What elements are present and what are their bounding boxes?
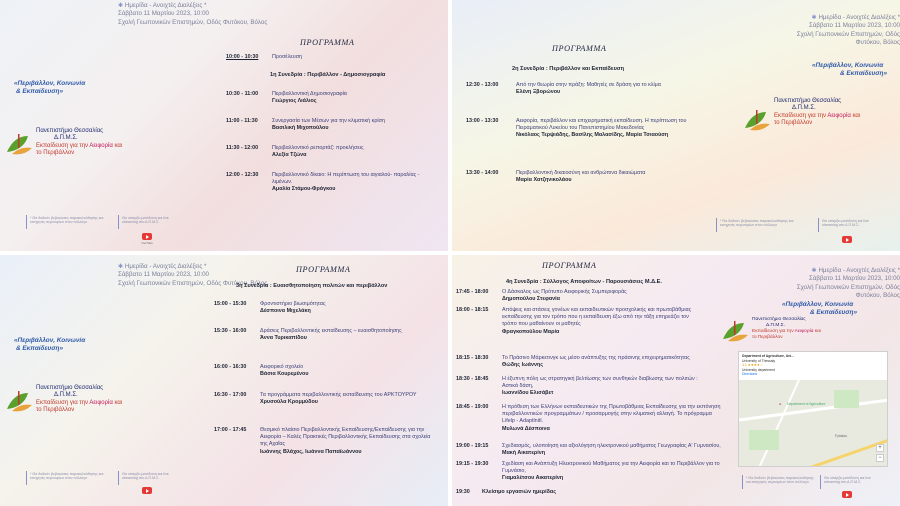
session-heading: 4η Συνεδρία : Σύλλογος Αποφοίτων - Παρουσιάσεις Μ.Δ.Ε. xyxy=(506,279,662,285)
university-block: Πανεπιστήμιο Θεσσαλίας Δ.Π.Μ.Σ. Εκπαίδευση για την Αειφορία και το Περιβάλλον xyxy=(36,128,123,157)
youtube-icon[interactable] xyxy=(842,236,852,243)
program-title: ΠΡΟΓΡΑΜΜΑ xyxy=(552,44,607,53)
youtube-icon[interactable] xyxy=(142,487,152,494)
header-line1: Ημερίδα - Ανοιχτές Διαλέξεις * xyxy=(124,2,207,9)
session-heading: 3η Συνεδρία : Ευαισθητοποίηση πολιτών και περιβάλλον xyxy=(236,283,388,289)
zoom-out-button[interactable]: − xyxy=(876,454,884,462)
program-panel-2: ✱ Ημερίδα - Ανοιχτές Διαλέξεις * Σάββατο 11 Μαρτίου 2023, 10:00 Σχολή Γεωπονικών Επιστημών, Οδός Φυτόκου, Βόλος ΠΡΟΓΡΑΜΜΑ 2η Συνεδρία : Περιβάλλον και Εκπαίδευση «Περιβάλλον, Κοινωνία & Εκπαίδευση» Πανεπιστήμιο Θεσσαλίας Δ.Π.Μ.Σ. Εκπαίδευση για την Αειφορία και το Περιβάλλον 12:30 - 13:00 Από την θεωρία στην πράξη: Μαθητές σε δράση για το κλίμα Ελένη Ξβορώνου 13:00 - 13:30 Αειφορία, περιβάλλον και επιχειρηματική εκπαίδευση. Η περίπτωση του Πειραματικού Λυκείου του Πανεπιστημίου Μακεδονίας Νικόλαος Τερψιάδης, Βασίλης Μαλασίδης, Μαρία Τσιαούση 13:30 - 14:00 Περιβαλλοντική δικαιοσύνη και ανθρώπινα δικαιώματα Μαρία Χατζηνικολάου * Θα δοθούν βεβαιώσεις παρακολούθησης και εισηγητές σεμιναρίων στον σύλλογο Θα υπάρξει μετάδοση και live streaming στο Δ.Π.Μ.Σ. xyxy=(452,0,900,251)
program-title: ΠΡΟΓΡΑΜΜΑ xyxy=(296,265,351,274)
university-block: Πανεπιστήμιο Θεσσαλίας Δ.Π.Μ.Σ. Εκπαίδευση για την Αειφορία και το Περιβάλλον xyxy=(36,385,123,414)
leaf-logo-icon xyxy=(4,132,34,158)
university-block: Πανεπιστήμιο Θεσσαλίας Δ.Π.Μ.Σ. Εκπαίδευση για την Αειφορία και το Περιβάλλον xyxy=(752,317,821,340)
leaf-logo-icon xyxy=(4,389,34,415)
map-pin-icon[interactable]: ● xyxy=(779,402,782,406)
event-header: ✱ Ημερίδα - Ανοιχτές Διαλέξεις * Σάββατο 11 Μαρτίου 2023, 10:00 Σχολή Γεωπονικών Επιστημών, Οδός Φυτόκου, Βόλος xyxy=(796,267,900,300)
youtube-icon[interactable] xyxy=(842,491,852,498)
map-place-card: Department of Agriculture, Uni... University of Thessaly 4.1 ★★★★☆ University department Directions xyxy=(739,352,887,380)
program-panel-4: ΠΡΟΓΡΑΜΜΑ ✱ Ημερίδα - Ανοιχτές Διαλέξεις * Σάββατο 11 Μαρτίου 2023, 10:00 Σχολή Γεωπονικών Επιστημών, Οδός Φυτόκου, Βόλος 4η Συνεδρία : Σύλλογος Αποφοίτων - Παρουσιάσεις Μ.Δ.Ε. «Περιβάλλον, Κοινωνία & Εκπαίδευση» Πανεπιστήμιο Θεσσαλίας Δ.Π.Μ.Σ. Εκπαίδευση για την Αειφορία και το Περιβάλλον Department of Agriculture, Uni... University of Thessaly 4.1 ★★★★☆ University department Directions ● Department of Agriculture Fytokou + − 17:45 - 18:00 Ο Δάσκαλος ως Πρότυπο Αειφορικής Συμπεριφοράς Δημοπούλου Στεφανία 18:00 - 18:15 Απόψεις και στάσεις γονέων και εκπαιδευτικών προσχολικής και πρωτοβάθμιας εκπαίδευσης για τον τρόπο που η εκπαίδευση έξω από την τάξη επηρεάζει τον τρόπο που μαθαίνουν οι μαθητές Φραγκοπούλου Μαρία 18:15 - 18:30 Το Πράσινο Μάρκετινγκ ως μέσο ανάπτυξης της πράσινης επιχειρηματικότητας Θώδης Ιωάννης 18:30 - 18:45 Η έξυπνη πόλη ως στρατηγική βελτίωσης των συνθηκών διαβίωσης των πολιτών : Αστικά δάση, Ιωαννίδου Ελισάβετ 18:45 - 19:00 Η πρόθεση των Ελλήνων εκπαιδευτικών της Πρωτοβάθμιας Εκπαίδευσης για την εκπόνηση περιβαλλοντικών προγραμμάτων / προσαρμογής στην κλιματική αλλαγή. Το πρόγραμμα Lifelp - Adaptlnitl. Μυλωνά Δέσποινα 19:00 - 19:15 Σχεδιασμός, υλοποίηση και αξιολόγηση ηλεκτρονικού μαθήματος Γεωγραφίας Α' Γυμνασίου, Μακή Αικατερίνη 19:15 - 19:30 Σχεδίαση και Ανάπτυξη Ηλεκτρονικού Μαθήματος για την Αειφορία και το Περιβάλλον για το Γυμνάσιο, Γιαμαλέτσου Αικατερίνη 19:30 Κλείσιμο εργασιών ημερίδας * Θα δοθούν βεβαιώσεις παρακολούθησης και εισηγητές σεμιναρίων στον σύλλογο Θα υπάρξει μετάδοση και live streaming στο Δ.Π.Μ.Σ. xyxy=(452,255,900,506)
session-heading: 2η Συνεδρία : Περιβάλλον και Εκπαίδευση xyxy=(512,66,625,72)
header-line3: Σχολή Γεωπονικών Επιστημών, Οδός Φυτόκου, Βόλος xyxy=(118,18,268,26)
motto: «Περιβάλλον, Κοινωνία & Εκπαίδευση» xyxy=(14,80,86,95)
map-widget[interactable] xyxy=(738,351,888,467)
leaf-logo-icon xyxy=(720,319,750,345)
leaf-logo-icon xyxy=(742,108,772,134)
streaming-note: Θα υπάρξει μετάδοση και live streaming στο Δ.Π.Μ.Σ. xyxy=(122,216,169,225)
event-header: ✱ Ημερίδα - Ανοιχτές Διαλέξεις * Σάββατο 11 Μαρτίου 2023, 10:00 Σχολή Γεωπονικών Επιστημών, Οδός Φυτόκου, Βόλος xyxy=(796,14,900,47)
header-line2: Σάββατο 11 Μαρτίου 2023, 10:00 xyxy=(118,10,209,18)
zoom-in-button[interactable]: + xyxy=(876,444,884,452)
program-panel-3: ✱ Ημερίδα - Ανοιχτές Διαλέξεις * Σάββατο 11 Μαρτίου 2023, 10:00 Σχολή Γεωπονικών Επιστημών, Οδός Φυτόκου, Βόλος ΠΡΟΓΡΑΜΜΑ 3η Συνεδρία : Ευαισθητοποίηση πολιτών και περιβάλλον «Περιβάλλον, Κοινωνία & Εκπαίδευση» Πανεπιστήμιο Θεσσαλίας Δ.Π.Μ.Σ. Εκπαίδευση για την Αειφορία και το Περιβάλλον 15:00 - 15:30 Φροντιστήριο βιωσιμότητας Δέσποινα Μιχελάκη 15:30 - 16:00 Δράσεις Περιβαλλοντικής εκπαίδευσης – ευαισθητοποίησης Άννα Τυρικαπίδου 16:00 - 16:30 Αειφορικό σχολείο Βάσια Κουρεμένου 16:30 - 17:00 Τα προγράμματα περιβαλλοντικής εκπαίδευσης του ΑΡΚΤΟΥΡΟΥ Χρυσούλα Κρομμύδου 17:00 - 17:45 Θεσμικό πλαίσιο Περιβαλλοντικής Εκπαίδευσης/Εκπαίδευσης για την Αειφορία – Καλές Πρακτικές Περιβαλλοντικής Εκπαίδευσης στα σχολεία της Αχαΐας Ιωάννης Βλάχος, Ιωάννα Παπαϊωάννου * Θα δοθούν βεβαιώσεις παρακολούθησης και εισηγητές σεμιναρίων στον σύλλογο Θα υπάρξει μετάδοση και live streaming στο Δ.Π.Μ.Σ. xyxy=(0,255,448,506)
star-icon: ✱ xyxy=(118,2,125,9)
map-canvas[interactable]: ● Department of Agriculture Fytokou + − xyxy=(739,380,887,466)
motto: «Περιβάλλον, Κοινωνία & Εκπαίδευση» xyxy=(812,62,887,77)
event-header xyxy=(118,2,267,27)
footer-note: * Θα δοθούν βεβαιώσεις παρακολούθησης και εισηγητές σεμιναρίων στον σύλλογο xyxy=(30,216,104,225)
program-title: ΠΡΟΓΡΑΜΜΑ xyxy=(300,38,355,47)
program-title: ΠΡΟΓΡΑΜΜΑ xyxy=(542,261,597,270)
motto: «Περιβάλλον, Κοινωνία & Εκπαίδευση» xyxy=(782,301,857,316)
motto: «Περιβάλλον, Κοινωνία & Εκπαίδευση» xyxy=(14,337,86,352)
university-block: Πανεπιστήμιο Θεσσαλίας Δ.Π.Μ.Σ. Εκπαίδευση για την Αειφορία και το Περιβάλλον xyxy=(774,98,861,127)
session-heading: 1η Συνεδρία : Περιβάλλον - Δημοσιογραφία xyxy=(270,72,386,78)
event-header: ✱ Ημερίδα - Ανοιχτές Διαλέξεις * Σάββατο 11 Μαρτίου 2023, 10:00 Σχολή Γεωπονικών Επιστημών, Οδός Φυτόκου, Βόλος xyxy=(118,263,268,287)
youtube-icon[interactable] xyxy=(142,233,152,240)
program-panel-1: ✱ Ημερίδα - Ανοιχτές Διαλέξεις * Σάββατο 11 Μαρτίου 2023, 10:00 Σχολή Γεωπονικών Επιστημών, Οδός Φυτόκου, Βόλος ΠΡΟΓΡΑΜΜΑ «Περιβάλλον, Κοινωνία & Εκπαίδευση» Πανεπιστήμιο Θεσσαλίας Δ.Π.Μ.Σ. Εκπαίδευση για την Αειφορία και το Περιβάλλον * Θα δοθούν βεβαιώσεις παρακολούθησης και εισηγητές σεμιναρίων στον σύλλογο Θα υπάρξει μετάδοση και live streaming στο Δ.Π.Μ.Σ. YouTube 10:00 - 10:30 Προσέλευση 1η Συνεδρία : Περιβάλλον - Δημοσιογραφία 10:30 - 11:00 Περιβαλλοντική Δημοσιογραφία Γεώργιος Λιάλιος 11:00 - 11:30 Συνεργασία των Μέσων για την κλιματική κρίση Βασιλική Μιχοπούλου 11:30 - 12:00 Περιβαλλοντικό ρεπορτάζ: προκλήσεις Αλεξία Τζώνα 12:00 - 12:30 Περιβαλλοντικό δίκαιο: Η περίπτωση του αιγιαλού- παραλίας - λιμένων. Αμαλία Στάμου-Φράγκου xyxy=(0,0,448,251)
